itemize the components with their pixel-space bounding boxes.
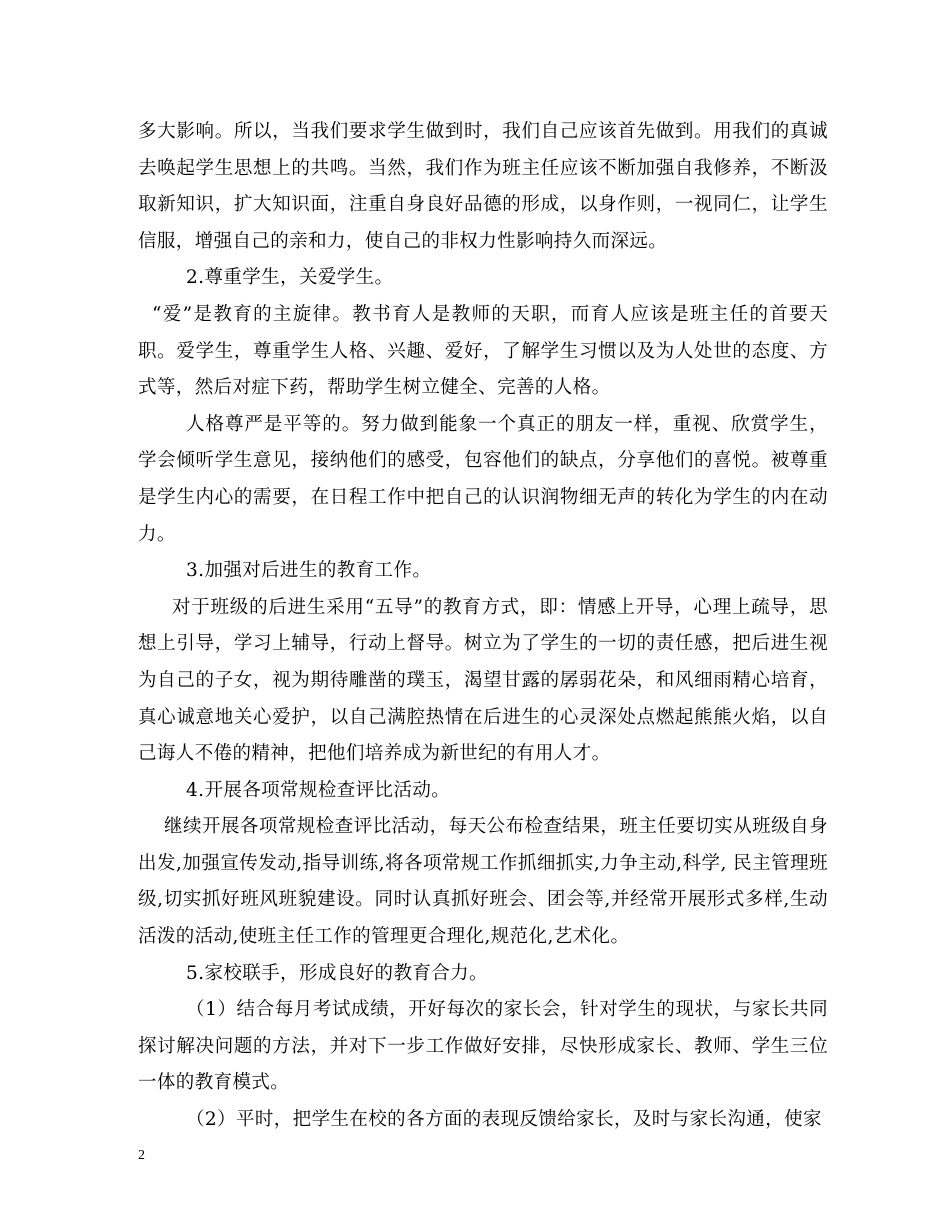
paragraph-dignity: 人格尊严是平等的。努力做到能象一个真正的朋友一样，重视、欣赏学生，学会倾听学生意见，接纳他们的感受，包容他们的缺点，分享他们的喜悦。被尊重是学生内心的需要，在日程工作中把自己的认识润物细无声的转化为学生的内在动力。: [138, 413, 828, 545]
document-body: [138, 114, 828, 1139]
paragraph-routine-checks: 继续开展各项常规检查评比活动，每天公布检查结果，班主任要切实从班级自身出发,加强宣传发动,指导训练,将各项常规工作抓细抓实,力争主动,科学, 民主管理班级,切实抓好班风班貌建设。同时认真抓好班会、团会等,并经常开展形式多样,生动活泼的活动,使班主任工作的管理更合理化,规范化,艺术化。: [138, 816, 828, 948]
page-number: 2: [138, 1148, 145, 1163]
heading-respect-students: 2.尊重学生，关爱学生。: [186, 267, 394, 289]
heading-underachievers: 3.加强对后进生的教育工作。: [186, 560, 432, 582]
heading-home-school: 5.家校联手，形成良好的教育合力。: [186, 962, 488, 984]
paragraph-love-education: “爱”是教育的主旋律。教书育人是教师的天职，而育人应该是班主任的首要天职。爱学生，尊重学生人格、兴趣、爱好，了解学生习惯以及为人处世的态度、方式等，然后对症下药，帮助学生树立健全、完善的人格。: [138, 303, 828, 399]
heading-routine-checks: 4.开展各项常规检查评比活动。: [186, 779, 451, 801]
paragraph-feedback: （2）平时，把学生在校的各方面的表现反馈给家长，及时与家长沟通，使家: [186, 1109, 822, 1131]
paragraph-five-guides: 对于班级的后进生采用“五导”的教育方式，即：情感上开导，心理上疏导，思想上引导，学习上辅导，行动上督导。树立为了学生的一切的责任感，把后进生视为自己的子女，视为期待雕凿的璞玉，渴望甘露的孱弱花朵，和风细雨精心培育，真心诚意地关心爱护，以自己满腔热情在后进生的心灵深处点燃起熊熊火焰，以自己诲人不倦的精神，把他们培养成为新世纪的有用人才。: [138, 596, 828, 765]
paragraph-continuation: 多大影响。所以，当我们要求学生做到时，我们自己应该首先做到。用我们的真诚去唤起学生思想上的共鸣。当然，我们作为班主任应该不断加强自我修养，不断汲取新知识，扩大知识面，注重自身良好品德的形成，以身作则，一视同仁，让学生信服，增强自己的亲和力，使自己的非权力性影响持久而深远。: [138, 121, 828, 252]
paragraph-parent-meetings: （1）结合每月考试成绩，开好每次的家长会，针对学生的现状，与家长共同探讨解决问题的方法，并对下一步工作做好安排，尽快形成家长、教师、学生三位一体的教育模式。: [138, 999, 828, 1094]
